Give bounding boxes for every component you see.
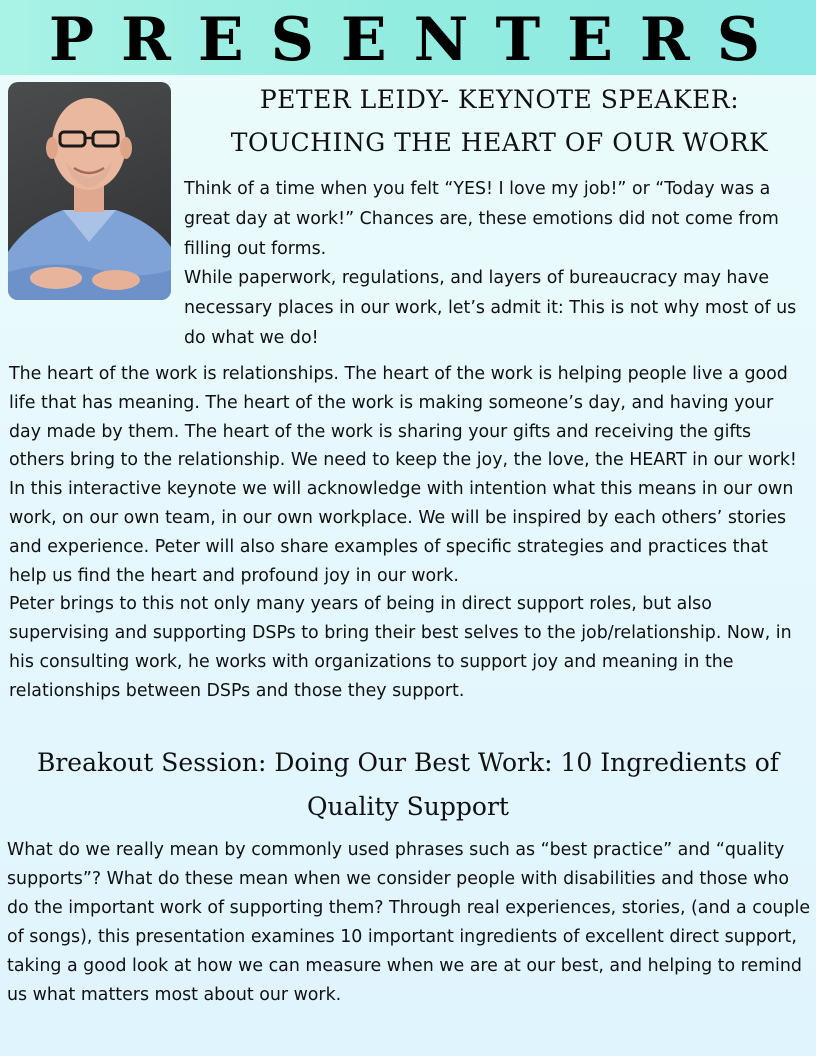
page-title: PRESENTERS <box>48 5 788 75</box>
keynote-description <box>9 360 809 706</box>
intro-paragraph: While paperwork, regulations, and layers of bureaucracy may have necessary places in our work, let’s admit it: This is not why most of us do what we do! <box>184 268 797 348</box>
body-paragraph: The heart of the work is relationships. The heart of the work is helping people live a good life that has meaning. The heart of the work is making someone’s day, and having your day made by them. The heart of the work is sharing your gifts and receiving the gifts others bring to the relationship. We need to keep the joy, the love, the HEART in our work! <box>9 364 797 471</box>
breakout-heading: Breakout Session: Doing Our Best Work: 10 Ingredients of Quality Support <box>36 748 780 821</box>
body-paragraph: Peter brings to this not only many years of being in direct support roles, but also supervising and supporting DSPs to bring their best selves to the job/relationship. Now, in his consulting work, he works with organizations to support joy and meaning in the relationships between DSPs and those they support. <box>9 594 792 701</box>
speaker-heading: PETER LEIDY- KEYNOTE SPEAKER: TOUCHING THE HEART OF OUR WORK <box>230 85 769 157</box>
speaker-photo <box>8 82 171 300</box>
intro-paragraph: Think of a time when you felt “YES! I love my job!” or “Today was a great day at work!” Chances are, these emotions did not come from filling out forms. <box>184 179 779 259</box>
body-paragraph: In this interactive keynote we will acknowledge with intention what this means in our own work, on our own team, in our own workplace. We will be inspired by each others’ stories and experience. Peter will also share examples of specific strategies and practices that help us find the heart and profound joy in our work. <box>9 479 794 586</box>
breakout-description <box>7 836 811 1010</box>
speaker-intro <box>184 175 808 354</box>
breakout-paragraph: What do we really mean by commonly used phrases such as “best practice” and “quality supports”? What do these mean when we consider people with disabilities and those who do the important work of supporting them? Through real experiences, stories, (and a couple of songs), this presentation examines 10 important ingredients of excellent direct support, taking a good look at how we can measure when we are at our best, and helping to remind us what matters most about our work. <box>7 840 811 1005</box>
